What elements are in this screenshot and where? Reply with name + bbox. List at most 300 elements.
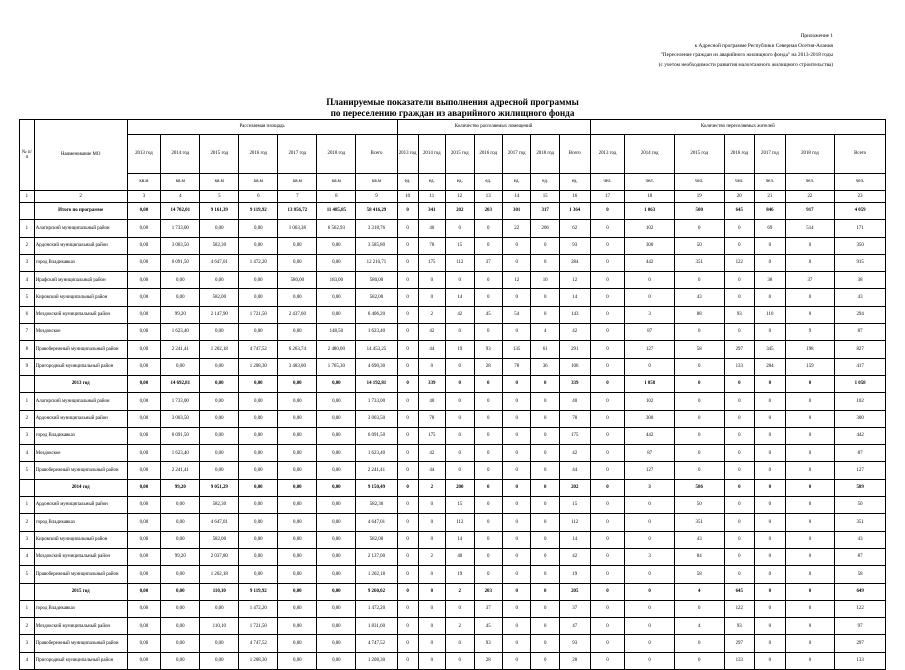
table-cell: 0,00 bbox=[127, 220, 161, 237]
table-cell: 1 831,60 bbox=[356, 618, 397, 635]
table-cell: 0,00 bbox=[161, 635, 200, 652]
table-cell: 0,00 bbox=[127, 548, 161, 565]
row-number: 5 bbox=[20, 566, 35, 583]
table-cell: 0 bbox=[418, 289, 445, 306]
table-cell: 0 bbox=[397, 583, 418, 600]
table-cell: 0,00 bbox=[278, 548, 317, 565]
table-cell: 0,00 bbox=[317, 462, 356, 479]
unit: кв.м bbox=[239, 174, 278, 191]
table-cell: 0 bbox=[590, 306, 625, 323]
table-cell: 0,00 bbox=[127, 652, 161, 669]
table-cell: 6 091,50 bbox=[356, 427, 397, 444]
table-cell: 0,00 bbox=[278, 254, 317, 271]
table-cell: 0 bbox=[397, 652, 418, 669]
table-cell: 0,00 bbox=[317, 306, 356, 323]
unit: ед. bbox=[502, 174, 530, 191]
table-cell: 351 bbox=[674, 254, 724, 271]
table-cell: 78 bbox=[502, 358, 530, 375]
table-cell: 0,00 bbox=[317, 393, 356, 410]
table-cell: 0 bbox=[531, 375, 559, 392]
row-number: 1 bbox=[20, 600, 35, 617]
table-cell: 205 bbox=[559, 583, 590, 600]
table-cell: 14 bbox=[446, 289, 474, 306]
table-cell: 0 bbox=[531, 566, 559, 583]
table-cell: 0 bbox=[474, 445, 502, 462]
table-cell: 37 bbox=[559, 600, 590, 617]
table-cell: 0 bbox=[785, 583, 835, 600]
table-cell: 143 bbox=[559, 306, 590, 323]
table-cell: 37 bbox=[474, 600, 502, 617]
table-cell: 0 bbox=[674, 652, 724, 669]
table-cell: 586 bbox=[674, 479, 724, 496]
table-cell: 0,00 bbox=[161, 618, 200, 635]
table-cell: 827 bbox=[835, 341, 886, 358]
table-cell: 582,00 bbox=[200, 289, 239, 306]
row-number: 3 bbox=[20, 531, 35, 548]
table-row bbox=[20, 272, 886, 289]
column-number: 18 bbox=[625, 191, 675, 203]
table-cell: 0 bbox=[755, 479, 786, 496]
table-cell: 0,00 bbox=[239, 375, 278, 392]
table-cell: 3 585,80 bbox=[356, 237, 397, 254]
table-cell: 135 bbox=[502, 341, 530, 358]
column-number: 14 bbox=[502, 191, 530, 203]
table-cell: 0 bbox=[590, 479, 625, 496]
table-cell: 88 bbox=[674, 306, 724, 323]
table-cell: 2 bbox=[418, 548, 445, 565]
table-cell: 159 bbox=[785, 358, 835, 375]
table-cell: 0 bbox=[502, 531, 530, 548]
table-cell: 0 bbox=[397, 531, 418, 548]
table-cell: 78 bbox=[559, 410, 590, 427]
table-row bbox=[20, 427, 886, 444]
table-cell: 127 bbox=[835, 462, 886, 479]
appendix-line: (с учетом необходимости развития малоэтажного жилищного строительства) bbox=[658, 61, 833, 68]
table-cell: 1 623,40 bbox=[356, 324, 397, 341]
table-cell: 0,00 bbox=[127, 514, 161, 531]
table-cell: 0 bbox=[531, 237, 559, 254]
table-cell: 351 bbox=[674, 514, 724, 531]
table-cell: 15 bbox=[559, 497, 590, 514]
header-year: 2017 год bbox=[278, 135, 317, 174]
table-row bbox=[20, 566, 886, 583]
table-cell: 44 bbox=[418, 341, 445, 358]
table-cell: 0,00 bbox=[278, 324, 317, 341]
table-row bbox=[20, 306, 886, 323]
table-cell: 0 bbox=[755, 462, 786, 479]
table-cell: 0 bbox=[590, 220, 625, 237]
table-cell: 40 bbox=[559, 393, 590, 410]
table-cell: 0 bbox=[590, 566, 625, 583]
table-cell: 0,00 bbox=[278, 237, 317, 254]
table-cell: 112 bbox=[446, 254, 474, 271]
table-cell: 0 bbox=[590, 635, 625, 652]
table-cell: 202 bbox=[446, 203, 474, 220]
table-cell: 0 bbox=[446, 635, 474, 652]
table-cell: 2 241,41 bbox=[161, 462, 200, 479]
row-number: 3 bbox=[20, 427, 35, 444]
table-row bbox=[20, 393, 886, 410]
table-cell: 0 bbox=[502, 635, 530, 652]
unit: кв.м bbox=[127, 174, 161, 191]
table-cell: 0 bbox=[590, 618, 625, 635]
table-cell: 0,00 bbox=[317, 427, 356, 444]
table-cell: 0 bbox=[502, 566, 530, 583]
table-cell: 0,00 bbox=[278, 497, 317, 514]
table-cell: 28 bbox=[474, 358, 502, 375]
table-cell: 1 202,18 bbox=[200, 341, 239, 358]
table-cell: 0 bbox=[397, 479, 418, 496]
table-cell: 0 bbox=[674, 375, 724, 392]
appendix-line: к Адресной программе Республики Северная Осетия-Алания bbox=[694, 42, 833, 49]
table-cell: 0,00 bbox=[200, 358, 239, 375]
header-no: № п/п bbox=[20, 120, 35, 191]
header-year: Всего bbox=[835, 135, 886, 174]
table-cell: 14 192,81 bbox=[356, 375, 397, 392]
table-cell: 0,00 bbox=[200, 427, 239, 444]
table-cell: 0 bbox=[590, 462, 625, 479]
column-numbers-row bbox=[20, 191, 886, 203]
table-cell: 9 119,92 bbox=[239, 583, 278, 600]
table-cell: 0,00 bbox=[200, 393, 239, 410]
table-cell: 0 bbox=[755, 566, 786, 583]
table-cell: 0 bbox=[446, 220, 474, 237]
table-cell: 99,20 bbox=[161, 479, 200, 496]
header-year: 2015 год bbox=[446, 135, 474, 174]
table-cell: 0 bbox=[474, 479, 502, 496]
table-cell: 78 bbox=[418, 410, 445, 427]
table-cell: 42 bbox=[418, 324, 445, 341]
table-cell: 87 bbox=[835, 548, 886, 565]
table-cell: 0,00 bbox=[239, 272, 278, 289]
table-cell: 42 bbox=[418, 445, 445, 462]
unit: кв.м bbox=[200, 174, 239, 191]
table-cell: 0,00 bbox=[200, 462, 239, 479]
row-number bbox=[20, 583, 35, 600]
table-cell: 87 bbox=[835, 445, 886, 462]
header-group-rooms: Количество расселяемых помещений bbox=[397, 120, 590, 135]
column-number: 8 bbox=[317, 191, 356, 203]
table-cell: 0 bbox=[755, 375, 786, 392]
table-cell: 0 bbox=[397, 358, 418, 375]
column-number: 2 bbox=[34, 191, 127, 203]
table-cell: 1 058 bbox=[835, 375, 886, 392]
table-cell: 0 bbox=[590, 289, 625, 306]
row-number: 3 bbox=[20, 254, 35, 271]
table-total-row bbox=[20, 479, 886, 496]
table-cell: 4 747,52 bbox=[239, 635, 278, 652]
row-number: 5 bbox=[20, 289, 35, 306]
table-cell: 0 bbox=[531, 531, 559, 548]
table-cell: 0 bbox=[785, 635, 835, 652]
table-cell: 0 bbox=[397, 566, 418, 583]
table-cell: 47 bbox=[559, 618, 590, 635]
table-cell: 0 bbox=[397, 254, 418, 271]
table-cell: 0 bbox=[590, 341, 625, 358]
table-row bbox=[20, 497, 886, 514]
table-cell: 0 bbox=[474, 375, 502, 392]
column-number: 7 bbox=[278, 191, 317, 203]
table-cell: 0,00 bbox=[161, 652, 200, 669]
table-total-row bbox=[20, 583, 886, 600]
table-cell: 40 bbox=[418, 393, 445, 410]
row-number: 2 bbox=[20, 514, 35, 531]
table-cell: 0 bbox=[785, 393, 835, 410]
table-cell: 0,00 bbox=[278, 427, 317, 444]
table-cell: 9 161,39 bbox=[200, 203, 239, 220]
header-year: 2016 год bbox=[724, 135, 755, 174]
table-cell: 0,00 bbox=[127, 358, 161, 375]
table-cell: 0 bbox=[502, 618, 530, 635]
table-cell: 0 bbox=[590, 600, 625, 617]
table-cell: 84 bbox=[674, 548, 724, 565]
row-number: 4 bbox=[20, 445, 35, 462]
unit: ед. bbox=[474, 174, 502, 191]
table-cell: 102 bbox=[625, 393, 675, 410]
table-cell: 0 bbox=[474, 237, 502, 254]
table-cell: 0 bbox=[531, 445, 559, 462]
table-cell: 14 702,01 bbox=[161, 203, 200, 220]
table-cell: 0 bbox=[590, 254, 625, 271]
table-cell: 0 bbox=[674, 445, 724, 462]
table-cell: 0 bbox=[531, 289, 559, 306]
table-cell: 36 bbox=[531, 358, 559, 375]
table-cell: 0,00 bbox=[239, 427, 278, 444]
table-cell: 9 119,92 bbox=[239, 203, 278, 220]
row-municipality: Кировский муниципальный район bbox=[34, 531, 127, 548]
table-cell: 0 bbox=[724, 427, 755, 444]
table-cell: 0,00 bbox=[239, 410, 278, 427]
table-cell: 3 003,50 bbox=[161, 237, 200, 254]
table-cell: 301 bbox=[502, 203, 530, 220]
table-cell: 122 bbox=[724, 600, 755, 617]
table-cell: 0 bbox=[531, 548, 559, 565]
row-number: 1 bbox=[20, 393, 35, 410]
table-cell: 0 bbox=[531, 618, 559, 635]
table-cell: 0 bbox=[785, 566, 835, 583]
table-cell: 0 bbox=[724, 220, 755, 237]
row-number: 7 bbox=[20, 324, 35, 341]
unit: кв.м bbox=[317, 174, 356, 191]
row-municipality: Пригородный муниципальный район bbox=[34, 358, 127, 375]
table-cell: 0 bbox=[590, 237, 625, 254]
appendix-line: "Переселение граждан из аварийного жилищного фонда" на 2013-2018 годы bbox=[660, 52, 833, 59]
table-cell: 0 bbox=[590, 393, 625, 410]
table-cell: 0 bbox=[755, 531, 786, 548]
header-year: 2016 год bbox=[239, 135, 278, 174]
table-cell: 0 bbox=[397, 203, 418, 220]
table-row bbox=[20, 514, 886, 531]
table-cell: 0 bbox=[418, 652, 445, 669]
table-cell: 0 bbox=[418, 497, 445, 514]
row-municipality: Пригородный муниципальный район bbox=[34, 652, 127, 669]
unit: ед. bbox=[418, 174, 445, 191]
unit: чел. bbox=[724, 174, 755, 191]
table-cell: 0 bbox=[785, 427, 835, 444]
table-cell: 203 bbox=[474, 583, 502, 600]
table-cell: 58 416,29 bbox=[356, 203, 397, 220]
table-cell: 175 bbox=[418, 427, 445, 444]
table-cell: 582,30 bbox=[200, 237, 239, 254]
table-cell: 0 bbox=[755, 393, 786, 410]
table-cell: 6 406,20 bbox=[356, 306, 397, 323]
table-cell: 0 bbox=[474, 272, 502, 289]
table-cell: 11 485,85 bbox=[317, 203, 356, 220]
row-municipality: город Владикавказ bbox=[34, 254, 127, 271]
table-cell: 4 647,01 bbox=[356, 514, 397, 531]
table-row bbox=[20, 237, 886, 254]
table-cell: 300 bbox=[625, 410, 675, 427]
table-cell: 3 bbox=[625, 306, 675, 323]
row-number: 9 bbox=[20, 358, 35, 375]
table-cell: 0 bbox=[785, 254, 835, 271]
table-cell: 0 bbox=[625, 514, 675, 531]
header-year: Всего bbox=[356, 135, 397, 174]
table-cell: 0 bbox=[502, 427, 530, 444]
table-row bbox=[20, 531, 886, 548]
table-cell: 43 bbox=[674, 531, 724, 548]
table-cell: 0 bbox=[785, 618, 835, 635]
table-cell: 0 bbox=[531, 583, 559, 600]
table-cell: 2 437,60 bbox=[278, 306, 317, 323]
table-cell: 0,00 bbox=[127, 445, 161, 462]
table-cell: 112 bbox=[446, 514, 474, 531]
table-cell: 99,20 bbox=[161, 548, 200, 565]
table-cell: 0,00 bbox=[239, 531, 278, 548]
column-number: 16 bbox=[559, 191, 590, 203]
column-number: 12 bbox=[446, 191, 474, 203]
table-row bbox=[20, 358, 886, 375]
unit: ед. bbox=[559, 174, 590, 191]
table-row bbox=[20, 324, 886, 341]
header-year: 2018 год bbox=[531, 135, 559, 174]
unit: чел. bbox=[590, 174, 625, 191]
table-cell: 0 bbox=[755, 324, 786, 341]
table-cell: 0 bbox=[625, 652, 675, 669]
row-number: 5 bbox=[20, 462, 35, 479]
table-cell: 133 bbox=[724, 358, 755, 375]
table-cell: 0 bbox=[755, 254, 786, 271]
table-row bbox=[20, 635, 886, 652]
table-cell: 0 bbox=[755, 583, 786, 600]
table-cell: 1 208,30 bbox=[239, 652, 278, 669]
header-units-row bbox=[20, 174, 886, 191]
table-cell: 37 bbox=[474, 254, 502, 271]
table-cell: 13 856,72 bbox=[278, 203, 317, 220]
table-cell: 0 bbox=[755, 618, 786, 635]
table-cell: 0 bbox=[785, 289, 835, 306]
table-cell: 0,00 bbox=[317, 289, 356, 306]
table-cell: 0 bbox=[531, 427, 559, 444]
table-cell: 0 bbox=[397, 462, 418, 479]
row-number: 2 bbox=[20, 618, 35, 635]
table-cell: 0,00 bbox=[161, 583, 200, 600]
header-year: 2018 год bbox=[785, 135, 835, 174]
table-cell: 0 bbox=[418, 583, 445, 600]
table-cell: 0 bbox=[724, 445, 755, 462]
row-municipality: Алагирский муниципальный район bbox=[34, 220, 127, 237]
table-cell: 0 bbox=[418, 272, 445, 289]
table-body bbox=[20, 203, 886, 670]
table-cell: 0,00 bbox=[239, 393, 278, 410]
table-cell: 0 bbox=[502, 237, 530, 254]
table-cell: 1 472,20 bbox=[356, 600, 397, 617]
table-cell: 6 263,74 bbox=[278, 341, 317, 358]
table-cell: 0,00 bbox=[127, 583, 161, 600]
table-cell: 0 bbox=[502, 600, 530, 617]
table-cell: 0 bbox=[397, 324, 418, 341]
table-cell: 0 bbox=[502, 497, 530, 514]
table-cell: 0 bbox=[502, 289, 530, 306]
table-cell: 0,00 bbox=[127, 410, 161, 427]
table-cell: 0,00 bbox=[161, 497, 200, 514]
table-cell: 93 bbox=[474, 341, 502, 358]
table-cell: 0 bbox=[674, 220, 724, 237]
table-cell: 0 bbox=[724, 289, 755, 306]
table-cell: 61 bbox=[531, 341, 559, 358]
table-cell: 14 bbox=[559, 531, 590, 548]
table-cell: 0 bbox=[418, 514, 445, 531]
table-cell: 0 bbox=[474, 548, 502, 565]
table-cell: 0,00 bbox=[239, 514, 278, 531]
table-cell: 97 bbox=[835, 618, 886, 635]
table-cell: 345 bbox=[755, 341, 786, 358]
table-cell: 0,00 bbox=[317, 618, 356, 635]
table-cell: 50 bbox=[674, 497, 724, 514]
table-cell: 1 208,30 bbox=[239, 358, 278, 375]
table-cell: 582,00 bbox=[356, 531, 397, 548]
table-cell: 0,00 bbox=[317, 410, 356, 427]
table-cell: 0 bbox=[446, 427, 474, 444]
row-number bbox=[20, 375, 35, 392]
table-cell: 42 bbox=[559, 445, 590, 462]
table-cell: 4 647,01 bbox=[200, 254, 239, 271]
table-cell: 0 bbox=[397, 272, 418, 289]
table-cell: 0 bbox=[418, 566, 445, 583]
table-row bbox=[20, 462, 886, 479]
row-number: 2 bbox=[20, 410, 35, 427]
table-cell: 0,00 bbox=[239, 289, 278, 306]
table-cell: 0 bbox=[674, 358, 724, 375]
table-cell: 0,00 bbox=[200, 410, 239, 427]
table-cell: 0 bbox=[785, 410, 835, 427]
appendix-line: Приложение 1 bbox=[800, 33, 833, 39]
table-row bbox=[20, 341, 886, 358]
table-cell: 2 037,80 bbox=[200, 548, 239, 565]
table-cell: 4 bbox=[674, 583, 724, 600]
table-cell: 0 bbox=[418, 618, 445, 635]
table-cell: 0,00 bbox=[161, 566, 200, 583]
table-cell: 14 bbox=[559, 289, 590, 306]
table-cell: 4 647,01 bbox=[200, 514, 239, 531]
table-cell: 0,00 bbox=[239, 445, 278, 462]
table-cell: 0 bbox=[785, 479, 835, 496]
table-cell: 87 bbox=[835, 324, 886, 341]
row-municipality: Правобережный муниципальный район bbox=[34, 341, 127, 358]
header-years-row bbox=[20, 135, 886, 174]
table-cell: 442 bbox=[625, 254, 675, 271]
row-number: 8 bbox=[20, 341, 35, 358]
table-cell: 38 bbox=[755, 272, 786, 289]
header-year: 2014 год bbox=[418, 135, 445, 174]
table-cell: 1 364 bbox=[559, 203, 590, 220]
table-cell: 0,00 bbox=[161, 289, 200, 306]
table-cell: 917 bbox=[785, 203, 835, 220]
table-cell: 1 721,50 bbox=[239, 618, 278, 635]
table-cell: 0 bbox=[474, 324, 502, 341]
table-cell: 417 bbox=[835, 358, 886, 375]
table-cell: 0 bbox=[502, 375, 530, 392]
